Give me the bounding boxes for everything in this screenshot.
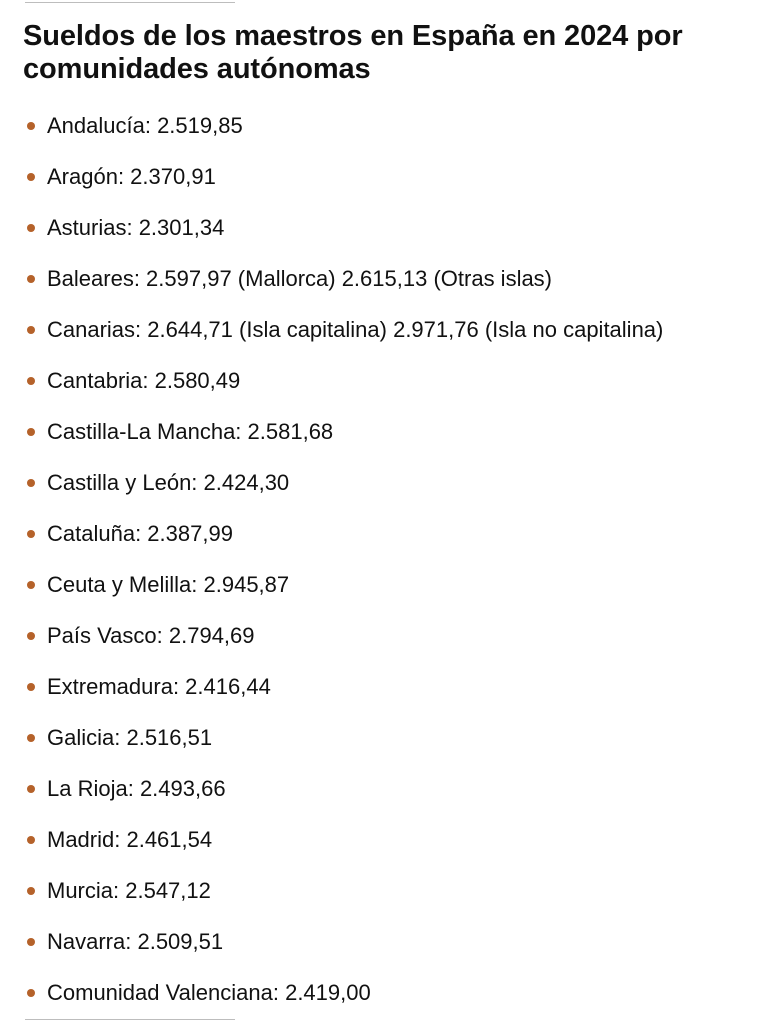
list-item bbox=[0, 814, 778, 865]
list-item-text: La Rioja: 2.493,66 bbox=[47, 775, 226, 801]
bullet-icon bbox=[27, 938, 35, 946]
list-item-text: Castilla-La Mancha: 2.581,68 bbox=[47, 418, 334, 444]
list-item bbox=[0, 406, 778, 457]
article-title: Sueldos de los maestros en España en 2024 por comunidades autónomas bbox=[23, 20, 683, 85]
list-item bbox=[0, 253, 778, 304]
list-item bbox=[0, 661, 778, 712]
bullet-icon bbox=[27, 632, 35, 640]
list-item bbox=[0, 610, 778, 661]
list-item-text: País Vasco: 2.794,69 bbox=[47, 622, 255, 648]
bullet-icon bbox=[27, 173, 35, 181]
bullet-icon bbox=[27, 326, 35, 334]
list-item-text: Cantabria: 2.580,49 bbox=[47, 367, 241, 393]
list-item bbox=[0, 304, 778, 355]
list-item-text: Canarias: 2.644,71 (Isla capitalina) 2.971,76 (Isla no capitalina) bbox=[47, 316, 664, 342]
bullet-icon bbox=[27, 734, 35, 742]
bullet-icon bbox=[27, 581, 35, 589]
list-item-text: Asturias: 2.301,34 bbox=[47, 214, 225, 240]
bullet-icon bbox=[27, 530, 35, 538]
list-item-text: Andalucía: 2.519,85 bbox=[47, 112, 243, 138]
bullet-icon bbox=[27, 683, 35, 691]
list-item-text: Aragón: 2.370,91 bbox=[47, 163, 216, 189]
list-item-text: Cataluña: 2.387,99 bbox=[47, 520, 233, 546]
list-item-text: Ceuta y Melilla: 2.945,87 bbox=[47, 571, 290, 597]
list-item-text: Baleares: 2.597,97 (Mallorca) 2.615,13 (Otras islas) bbox=[47, 265, 553, 291]
list-item bbox=[0, 763, 778, 814]
bullet-icon bbox=[27, 836, 35, 844]
list-item bbox=[0, 967, 778, 1018]
bullet-icon bbox=[27, 428, 35, 436]
list-item-text: Castilla y León: 2.424,30 bbox=[47, 469, 290, 495]
list-item bbox=[0, 202, 778, 253]
list-item bbox=[0, 100, 778, 151]
list-item-text: Navarra: 2.509,51 bbox=[47, 928, 224, 954]
bullet-icon bbox=[27, 989, 35, 997]
list-item bbox=[0, 712, 778, 763]
list-item-text: Extremadura: 2.416,44 bbox=[47, 673, 271, 699]
bullet-icon bbox=[27, 122, 35, 130]
bullet-icon bbox=[27, 479, 35, 487]
list-item-text: Comunidad Valenciana: 2.419,00 bbox=[47, 979, 371, 1005]
list-item-text: Murcia: 2.547,12 bbox=[47, 877, 211, 903]
bullet-icon bbox=[27, 887, 35, 895]
list-item bbox=[0, 355, 778, 406]
list-item bbox=[0, 508, 778, 559]
list-item bbox=[0, 916, 778, 967]
bottom-divider bbox=[25, 1019, 235, 1020]
list-item bbox=[0, 151, 778, 202]
bullet-icon bbox=[27, 224, 35, 232]
top-divider bbox=[25, 2, 235, 3]
list-item bbox=[0, 865, 778, 916]
bullet-icon bbox=[27, 275, 35, 283]
bullet-icon bbox=[27, 377, 35, 385]
bullet-icon bbox=[27, 785, 35, 793]
salary-list bbox=[0, 100, 778, 1018]
list-item bbox=[0, 559, 778, 610]
list-item-text: Madrid: 2.461,54 bbox=[47, 826, 213, 852]
list-item bbox=[0, 457, 778, 508]
list-item-text: Galicia: 2.516,51 bbox=[47, 724, 213, 750]
